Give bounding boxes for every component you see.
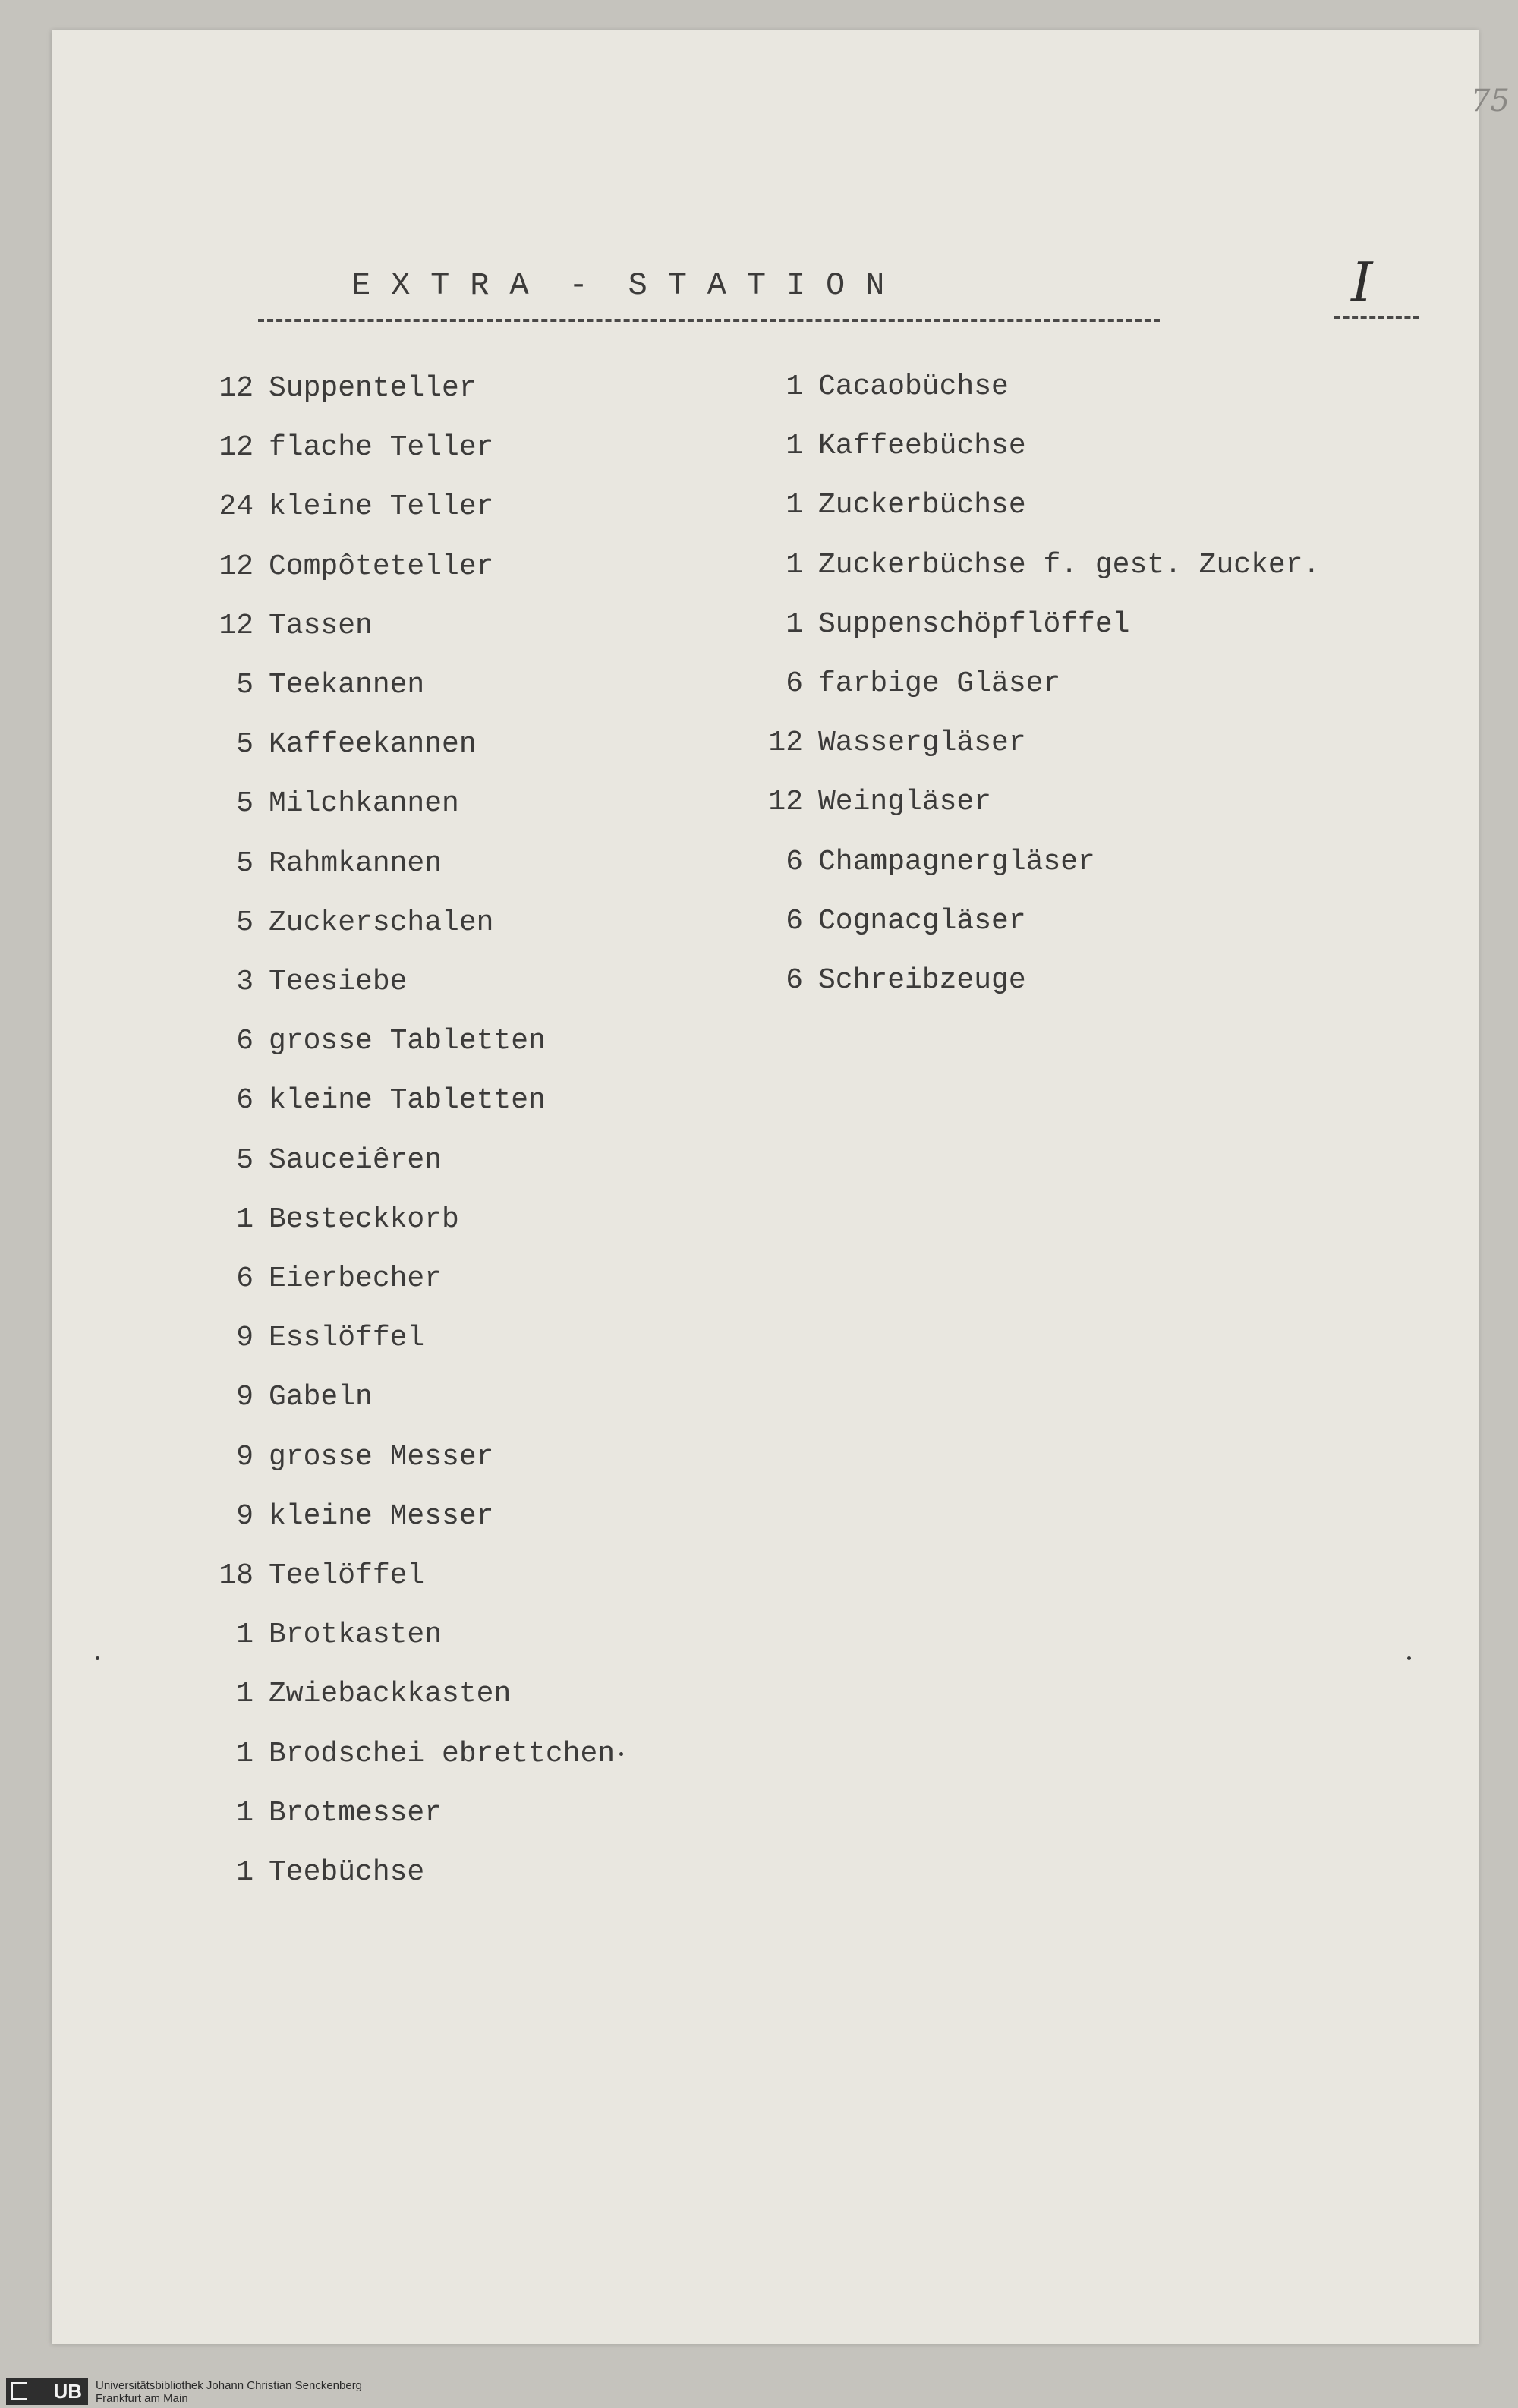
item-name: kleine Teller [269,490,494,524]
item-name: farbige Gläser [818,667,1061,700]
item-quantity: 6 [236,1025,254,1058]
item-name: Weingläser [818,786,992,819]
item-quantity: 9 [236,1499,254,1533]
inventory-row [193,372,477,405]
item-quantity: 1 [786,430,803,463]
page-title: E X T R A - S T A T I O N [351,267,886,304]
inventory-row [193,1203,459,1236]
inventory-row [742,726,1026,759]
item-name: Kaffeebüchse [818,430,1026,463]
inventory-row [193,906,493,939]
inventory-row [193,1025,546,1057]
inventory-row [193,1678,511,1710]
inventory-row [193,550,493,583]
item-name: Rahmkannen [269,846,442,880]
inventory-row [742,667,1060,700]
item-name: Brodschei ebrettchen [269,1737,616,1770]
item-quantity: 9 [236,1322,254,1355]
item-quantity: 1 [236,1737,254,1770]
inventory-row [193,1559,424,1592]
inventory-row [193,431,493,464]
scan-footer [0,2375,1518,2408]
item-name: Teekannen [269,669,425,701]
item-quantity: 12 [219,372,254,405]
item-name: Cognacgläser [818,904,1026,938]
item-name: Schreibzeuge [818,964,1026,997]
inventory-row [193,1797,442,1830]
item-quantity: 6 [236,1084,254,1117]
logo-text: UB [53,2380,82,2403]
folio-number: 75 [1471,84,1510,118]
item-quantity: 6 [786,904,803,938]
inventory-row [742,786,991,818]
item-quantity: 1 [786,607,803,641]
item-name: Champagnergläser [818,845,1095,878]
inventory-row [193,610,373,642]
item-quantity: 6 [786,667,803,700]
item-quantity: 1 [786,370,803,403]
document-page [52,30,1510,2344]
item-quantity: 12 [768,786,803,819]
inventory-row [742,846,1095,878]
paper-speck [96,1656,99,1660]
inventory-row [742,489,1026,522]
item-quantity: 1 [236,1618,254,1652]
inventory-row [193,1738,615,1770]
section-numeral: I [1351,251,1373,314]
inventory-row [742,905,1026,938]
item-quantity: 9 [236,1381,254,1414]
item-name: Zuckerschalen [269,906,494,939]
item-quantity: 12 [219,431,254,465]
item-name: Teelöffel [269,1559,425,1592]
item-quantity: 5 [236,846,254,880]
inventory-row [193,490,493,523]
inventory-row [742,964,1026,997]
item-name: grosse Messer [269,1440,494,1473]
item-name: kleine Messer [269,1499,494,1533]
inventory-row [193,1262,442,1295]
item-name: Zuckerbüchse [818,489,1026,522]
item-quantity: 1 [236,1202,254,1236]
item-quantity: 1 [236,1678,254,1711]
item-quantity: 1 [236,1856,254,1889]
inventory-row [193,1441,493,1473]
inventory-row [193,847,442,880]
credit-line-2: Frankfurt am Main [96,2392,188,2405]
item-name: Suppenschöpflöffel [818,607,1130,641]
item-name: Compôteteller [269,550,494,583]
inventory-row [742,549,1320,582]
inventory-row [193,728,477,761]
item-name: Teesiebe [269,966,408,998]
item-quantity: 5 [236,669,254,701]
item-quantity: 5 [236,787,254,821]
item-quantity: 12 [219,550,254,583]
library-credit [96,2379,362,2405]
item-name: Brotkasten [269,1618,442,1652]
item-quantity: 6 [786,964,803,997]
title-underline [258,319,1160,322]
item-name: Esslöffel [269,1322,425,1355]
item-name: Zwiebackkasten [269,1678,512,1711]
item-name: Milchkannen [269,787,459,821]
item-quantity: 9 [236,1440,254,1473]
inventory-row [742,370,1009,403]
inventory-row [193,966,407,998]
item-name: flache Teller [269,431,494,465]
item-quantity: 1 [236,1796,254,1830]
item-name: grosse Tabletten [269,1025,546,1058]
item-name: Gabeln [269,1381,373,1414]
item-name: Eierbecher [269,1262,442,1295]
item-name: kleine Tabletten [269,1084,546,1117]
item-name: Cacaobüchse [818,370,1009,403]
item-quantity: 5 [236,1143,254,1177]
inventory-row [193,1144,442,1177]
item-name: Sauceiêren [269,1143,442,1177]
inventory-row [193,1856,424,1889]
item-name: Kaffeekannen [269,728,477,761]
item-quantity: 5 [236,906,254,939]
item-quantity: 5 [236,728,254,761]
item-name: Suppenteller [269,372,477,405]
item-name: Brotmesser [269,1796,442,1830]
item-quantity: 12 [219,609,254,642]
inventory-row [742,608,1129,641]
item-name: Tassen [269,609,373,642]
inventory-row [193,1084,546,1117]
item-quantity: 24 [219,490,254,524]
inventory-row [193,669,424,701]
library-logo [6,2378,88,2405]
item-quantity: 1 [786,548,803,582]
inventory-row [742,430,1026,462]
section-numeral-underline [1334,316,1419,319]
item-quantity: 1 [786,489,803,522]
credit-line-1: Universitätsbibliothek Johann Christian Senckenberg [96,2379,363,2392]
item-quantity: 6 [786,845,803,878]
paper-speck [619,1752,623,1756]
logo-mark-icon [11,2382,27,2400]
inventory-row [193,1618,442,1651]
inventory-row [193,787,459,820]
inventory-row [193,1381,373,1414]
inventory-row [193,1500,493,1533]
paper-speck [1407,1656,1411,1660]
inventory-row [193,1322,424,1354]
item-name: Wassergläser [818,726,1026,760]
item-quantity: 3 [236,966,254,998]
item-name: Zuckerbüchse f. gest. Zucker. [818,548,1321,582]
item-name: Teebüchse [269,1856,425,1889]
item-quantity: 6 [236,1262,254,1295]
item-name: Besteckkorb [269,1202,459,1236]
item-quantity: 12 [768,726,803,760]
item-quantity: 18 [219,1559,254,1592]
